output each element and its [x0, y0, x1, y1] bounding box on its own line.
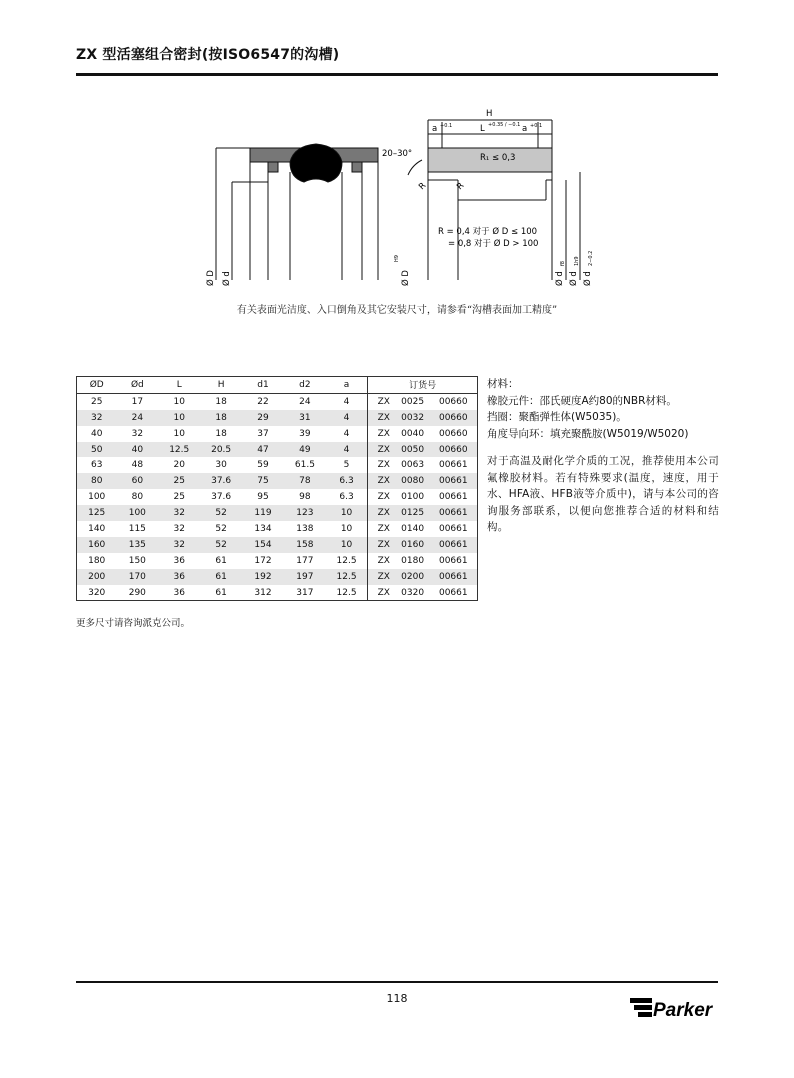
table-cell: 39 — [299, 428, 311, 439]
table-cell: 36 — [173, 555, 185, 566]
table-row — [77, 473, 478, 489]
table-cell: 119 — [242, 505, 284, 521]
table-cell: 20.5 — [200, 442, 242, 458]
table-cell: 18 — [215, 396, 227, 407]
table-cell: 140 — [88, 523, 106, 534]
table-row — [77, 489, 478, 505]
bottom-rule — [76, 981, 718, 983]
top-rule — [76, 73, 718, 76]
table-cell: 150 — [128, 555, 146, 566]
table-cell: 320 — [88, 587, 106, 598]
table-cell: 32 — [77, 410, 117, 426]
page-title: ZX 型活塞组合密封(按ISO6547的沟槽) — [76, 47, 340, 63]
table-cell: 25 — [173, 492, 185, 503]
order-number-part: 00661 — [438, 492, 468, 503]
table-cell: 80 — [131, 492, 144, 503]
table-cell: 6.3 — [339, 492, 354, 503]
table-cell: 61 — [215, 587, 227, 598]
table-cell: 37.6 — [200, 473, 242, 489]
table-row — [77, 521, 478, 537]
table-cell: 37 — [257, 428, 269, 439]
order-number-part: 0160 — [401, 539, 425, 550]
order-number-part: 0032 — [401, 412, 425, 423]
table-cell: 50 — [77, 442, 117, 458]
order-number-part: 00661 — [438, 460, 468, 471]
order-number-part: ZX — [377, 539, 390, 550]
order-number-cell — [368, 457, 478, 473]
header-cell: d1 — [257, 379, 269, 390]
table-cell: 123 — [284, 505, 326, 521]
header-cell: a — [343, 379, 350, 390]
header-cell: ØD — [89, 379, 104, 390]
table-cell: 170 — [116, 569, 158, 585]
table-cell: 29 — [242, 410, 284, 426]
order-number-part: 0063 — [401, 460, 425, 471]
order-number-cell — [368, 393, 478, 409]
seal-drawing — [76, 100, 718, 320]
order-number-part: ZX — [377, 396, 390, 407]
table-cell: 177 — [296, 555, 314, 566]
label-d4: Ø d — [555, 271, 565, 286]
table-cell: 37.6 — [211, 492, 232, 503]
table-cell: 75 — [242, 473, 284, 489]
order-number-cell — [368, 569, 478, 585]
table-cell: 180 — [88, 555, 106, 566]
label-DH9-sup: H9 — [394, 255, 400, 262]
table-cell: 25 — [158, 473, 200, 489]
table-row — [77, 410, 478, 426]
table-cell: 12.5 — [336, 587, 357, 598]
table-header-row — [77, 377, 478, 394]
order-number-part: 00660 — [438, 396, 468, 407]
materials-block — [487, 376, 719, 536]
note-R2: = 0,8 对于 Ø D > 100 — [448, 239, 539, 249]
table-cell: 95 — [257, 492, 269, 503]
table-cell: 4 — [343, 396, 350, 407]
table-cell: 10 — [340, 523, 353, 534]
materials-paragraph: 对于高温及耐化学介质的工况，推荐使用本公司氟橡胶材料。若有特殊要求(温度，速度，用于水、HFA液、HFB液等介质中)，请与本公司的咨询服务部联系，以便向您推荐合适的材料和结构。 — [487, 455, 719, 533]
table-cell: 290 — [128, 587, 146, 598]
label-d4-sub: f8 — [560, 261, 566, 266]
table-cell: 60 — [116, 473, 158, 489]
order-number-part: 00661 — [438, 539, 468, 550]
order-number-part: 0200 — [401, 571, 425, 582]
table-cell: 22 — [257, 396, 269, 407]
table-cell: 312 — [254, 587, 272, 598]
table-cell: 31 — [284, 410, 326, 426]
order-number-part: 00660 — [438, 444, 468, 455]
order-number-part: ZX — [377, 444, 390, 455]
dim-a-right-tol: +0.1 — [530, 123, 543, 129]
table-cell: 63 — [90, 460, 103, 471]
table-cell: 40 — [116, 442, 158, 458]
dim-L: L — [480, 124, 485, 134]
table-cell: 25 — [90, 396, 103, 407]
order-number-part: 0320 — [401, 587, 425, 598]
dim-a-right: a — [522, 124, 528, 134]
table-row — [77, 553, 478, 569]
order-number-part: ZX — [377, 587, 390, 598]
table-cell: 6.3 — [326, 473, 368, 489]
order-number-part: ZX — [377, 428, 390, 439]
order-number-part: 00661 — [438, 571, 468, 582]
table-cell: 125 — [77, 505, 117, 521]
table-cell: 30 — [215, 460, 227, 471]
table-cell: 24 — [116, 410, 158, 426]
header-cell: Ød — [130, 379, 144, 390]
dim-L-tol: +0.35 / −0.1 — [488, 122, 521, 128]
order-number-part: ZX — [377, 523, 390, 534]
order-number-part: 00661 — [438, 508, 468, 519]
order-number-part: ZX — [377, 555, 390, 566]
table-cell: 154 — [242, 537, 284, 553]
table-cell: 135 — [116, 537, 158, 553]
table-cell: 32 — [158, 537, 200, 553]
table-cell: 49 — [284, 442, 326, 458]
order-number-part: 00661 — [438, 476, 468, 487]
table-cell: 47 — [242, 442, 284, 458]
table-body — [77, 393, 478, 601]
table-cell: 5 — [343, 460, 350, 471]
materials-line: 橡胶元件：邵氏硬度A约80的NBR材料。 — [487, 394, 677, 407]
order-number-part: 00660 — [438, 428, 468, 439]
table-cell: 59 — [257, 460, 269, 471]
table-cell: 61.5 — [294, 460, 315, 471]
order-number-part: 0100 — [401, 492, 425, 503]
label-R-left: R — [417, 180, 429, 193]
page-number: 118 — [386, 992, 408, 1005]
order-number-part: ZX — [377, 571, 390, 582]
table-cell: 317 — [296, 587, 314, 598]
table-cell: 61 — [215, 555, 227, 566]
table-cell: 172 — [254, 555, 272, 566]
table-cell: 160 — [77, 537, 117, 553]
table-cell: 80 — [77, 473, 117, 489]
order-number-part: 0180 — [401, 555, 425, 566]
table-row — [77, 505, 478, 521]
header-cell: 订货号 — [368, 377, 478, 394]
order-number-part: 00661 — [438, 555, 468, 566]
table-cell: 200 — [77, 569, 117, 585]
order-number-part: 0040 — [401, 428, 425, 439]
seal-section — [216, 144, 378, 280]
label-d: Ø d — [222, 271, 232, 286]
order-number-part: 0050 — [401, 444, 425, 455]
table-cell: 20 — [173, 460, 185, 471]
table-cell: 158 — [284, 537, 326, 553]
table-cell: 115 — [128, 523, 146, 534]
order-number-part: ZX — [377, 476, 390, 487]
table-cell: 4 — [343, 428, 350, 439]
order-number-part: 00660 — [438, 412, 468, 423]
order-number-part: ZX — [377, 492, 390, 503]
table-cell: 10 — [158, 410, 200, 426]
header-cell: d2 — [299, 379, 311, 390]
table-cell: 10 — [326, 505, 368, 521]
materials-line: 角度导向环：填充聚酰胺(W5019/W5020) — [487, 427, 689, 440]
table-cell: 36 — [173, 587, 185, 598]
groove — [428, 120, 580, 280]
table-row — [77, 393, 478, 409]
order-number-part: ZX — [377, 508, 390, 519]
order-number-cell — [368, 521, 478, 537]
table-cell: 52 — [215, 523, 227, 534]
table-cell: 17 — [131, 396, 144, 407]
order-number-part: 0080 — [401, 476, 425, 487]
drawing-caption: 有关表面光洁度、入口倒角及其它安装尺寸，请参看“沟槽表面加工精度” — [236, 305, 558, 316]
table-row — [77, 585, 478, 601]
table-cell: 4 — [326, 410, 368, 426]
label-d2-sub: 2−0.2 — [588, 250, 594, 266]
table-cell: 48 — [131, 460, 144, 471]
label-d2: Ø d — [583, 271, 593, 286]
note-R1: R = 0,4 对于 Ø D ≤ 100 — [438, 227, 538, 237]
table-cell: 100 — [88, 492, 106, 503]
table-cell: 98 — [299, 492, 311, 503]
table-cell: 24 — [299, 396, 311, 407]
table-row — [77, 457, 478, 473]
table-cell: 18 — [200, 410, 242, 426]
footnote: 更多尺寸请咨询派克公司。 — [76, 618, 191, 629]
table-cell: 100 — [116, 505, 158, 521]
order-number-part: 0125 — [401, 508, 425, 519]
table-cell: 10 — [173, 428, 185, 439]
dim-a-left: a — [432, 124, 438, 134]
dim-a-left-tol: +0.1 — [440, 123, 453, 129]
order-number-cell — [368, 505, 478, 521]
order-number-part: ZX — [377, 460, 390, 471]
order-number-cell — [368, 489, 478, 505]
table-row — [77, 442, 478, 458]
table-row — [77, 537, 478, 553]
table-cell: 197 — [284, 569, 326, 585]
order-number-cell — [368, 442, 478, 458]
order-number-cell — [368, 410, 478, 426]
table-row — [77, 569, 478, 585]
table-cell: 18 — [215, 428, 227, 439]
order-number-cell — [368, 426, 478, 442]
header-cell: H — [217, 379, 225, 390]
table-cell: 32 — [173, 523, 185, 534]
header-cell: L — [176, 379, 182, 390]
dimensions-table — [76, 376, 478, 601]
label-DH9: Ø D — [401, 270, 411, 286]
order-number-part: ZX — [377, 412, 390, 423]
table-cell: 61 — [200, 569, 242, 585]
angle-label: 20–30° — [382, 149, 413, 159]
table-cell: 32 — [158, 505, 200, 521]
table-cell: 12.5 — [326, 569, 368, 585]
label-D: Ø D — [206, 270, 216, 286]
table-cell: 32 — [131, 428, 144, 439]
parker-logo — [630, 996, 718, 1020]
materials-heading: 材料： — [487, 378, 519, 390]
table-cell: 36 — [158, 569, 200, 585]
order-number-part: 0140 — [401, 523, 425, 534]
svg-text:Parker: Parker — [653, 1000, 713, 1020]
table-cell: 10 — [173, 396, 185, 407]
order-number-cell — [368, 553, 478, 569]
table-cell: 40 — [90, 428, 103, 439]
table-row — [77, 426, 478, 442]
label-d1: Ø d — [569, 271, 579, 286]
dim-H: H — [486, 109, 493, 119]
order-number-cell — [368, 585, 478, 601]
label-d1-sub: 1h9 — [574, 256, 580, 266]
table-cell: 12.5 — [336, 555, 357, 566]
order-number-cell — [368, 473, 478, 489]
table-cell: 4 — [326, 442, 368, 458]
table-cell: 10 — [326, 537, 368, 553]
label-R-right: R — [455, 180, 467, 193]
table-cell: 12.5 — [158, 442, 200, 458]
table-cell: 52 — [200, 505, 242, 521]
table-cell: 192 — [242, 569, 284, 585]
materials-line: 挡圈：聚酯弹性体(W5035)。 — [487, 411, 627, 423]
order-number-cell — [368, 537, 478, 553]
order-number-part: 00661 — [438, 523, 468, 534]
order-number-part: 0025 — [401, 396, 425, 407]
table-cell: 134 — [254, 523, 272, 534]
table-cell: 138 — [296, 523, 314, 534]
table-cell: 78 — [284, 473, 326, 489]
order-number-part: 00661 — [438, 587, 468, 598]
table-cell: 52 — [200, 537, 242, 553]
label-R1: R₁ ≤ 0,3 — [480, 153, 516, 163]
